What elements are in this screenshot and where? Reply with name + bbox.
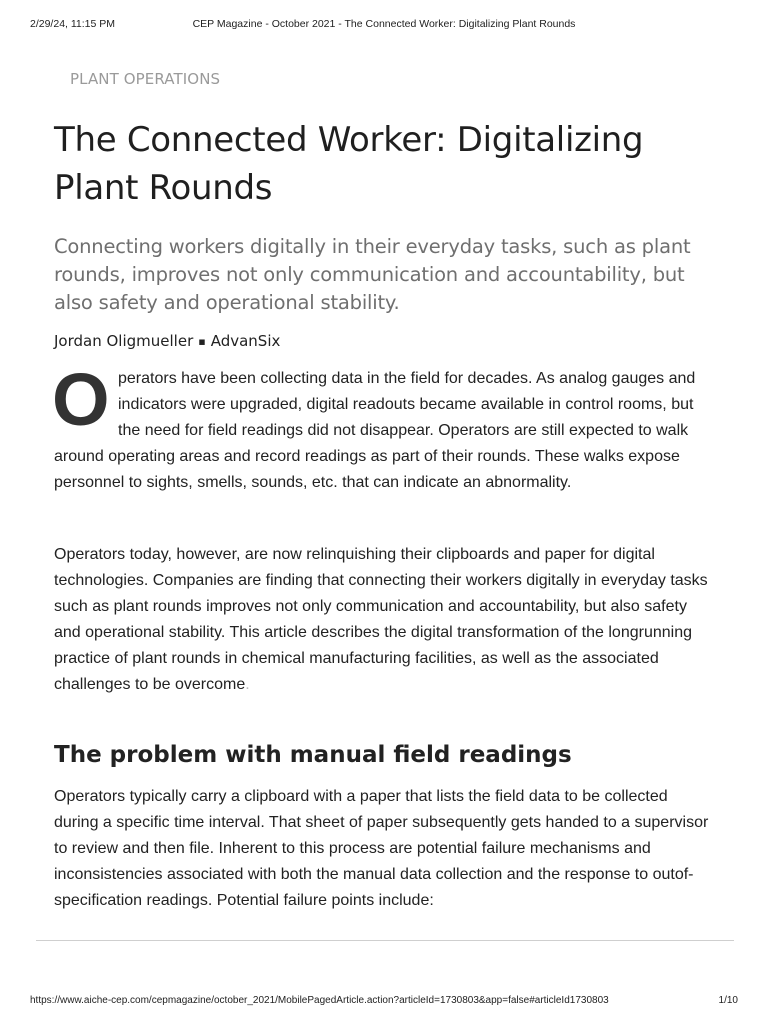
- print-page-title: CEP Magazine - October 2021 - The Connected Worker: Digitalizing Plant Rounds: [192, 18, 576, 30]
- paragraph-3: Operators typically carry a clipboard with a paper that lists the field data to be collected during a specific time interval. That sheet of paper subsequently gets handed to a supervisor to review and then file. Inherent to this process are potential failure mechanisms and inconsistencies associated with both the manual data collection and the response to outof-specification readings. Potential failure points include:: [54, 788, 709, 909]
- paragraph-2-text: Operators today, however, are now relinquishing their clipboards and paper for digital technologies. Companies are finding that connecting their workers digitally in everyday tasks such as plant rounds improves not only communication and accountability, but also safety and operational stability. This article describes the digital transformation of the longrunning practice of plant rounds in chemical manufacturing facilities, as well as the associated challenges to be overcome: [54, 546, 708, 693]
- page-url[interactable]: https://www.aiche-cep.com/cepmagazine/october_2021/MobilePagedArticle.action?articleId=1730803&app=false#articleId1730803: [30, 995, 609, 1006]
- page-number: 1/10: [718, 995, 738, 1006]
- print-date: 2/29/24, 11:15 PM: [30, 18, 116, 30]
- drop-cap: O: [52, 358, 110, 441]
- article-category[interactable]: PLANT OPERATIONS: [70, 70, 221, 88]
- section-heading: The problem with manual field readings: [54, 742, 572, 768]
- byline: [54, 332, 280, 350]
- divider: [36, 940, 734, 941]
- author-affiliation: AdvanSix: [210, 332, 281, 350]
- print-footer: [30, 995, 738, 1009]
- article-title: The Connected Worker: Digitalizing Plant Rounds: [54, 120, 644, 208]
- paragraph-intro: [52, 358, 704, 496]
- paragraph-2: [54, 542, 714, 698]
- paragraph-intro-text: perators have been collecting data in the field for decades. As analog gauges and indicators were upgraded, digital readouts became available in control rooms, but the need for field readings did not disappear. Operators are still expected to walk around operating areas and record readings as part of their rounds. These walks expose personnel to sights, smells, sounds, etc. that can indicate an abnormality.: [54, 370, 696, 491]
- author-name: Jordan Oligmueller: [54, 332, 194, 350]
- byline-separator: ▪: [198, 335, 206, 348]
- article-subtitle: Connecting workers digitally in their everyday tasks, such as plant rounds, improves not only communication and accountability, but also safety and operational stability.: [54, 235, 691, 314]
- print-header: [30, 18, 738, 32]
- paragraph-2-end: .: [245, 676, 250, 693]
